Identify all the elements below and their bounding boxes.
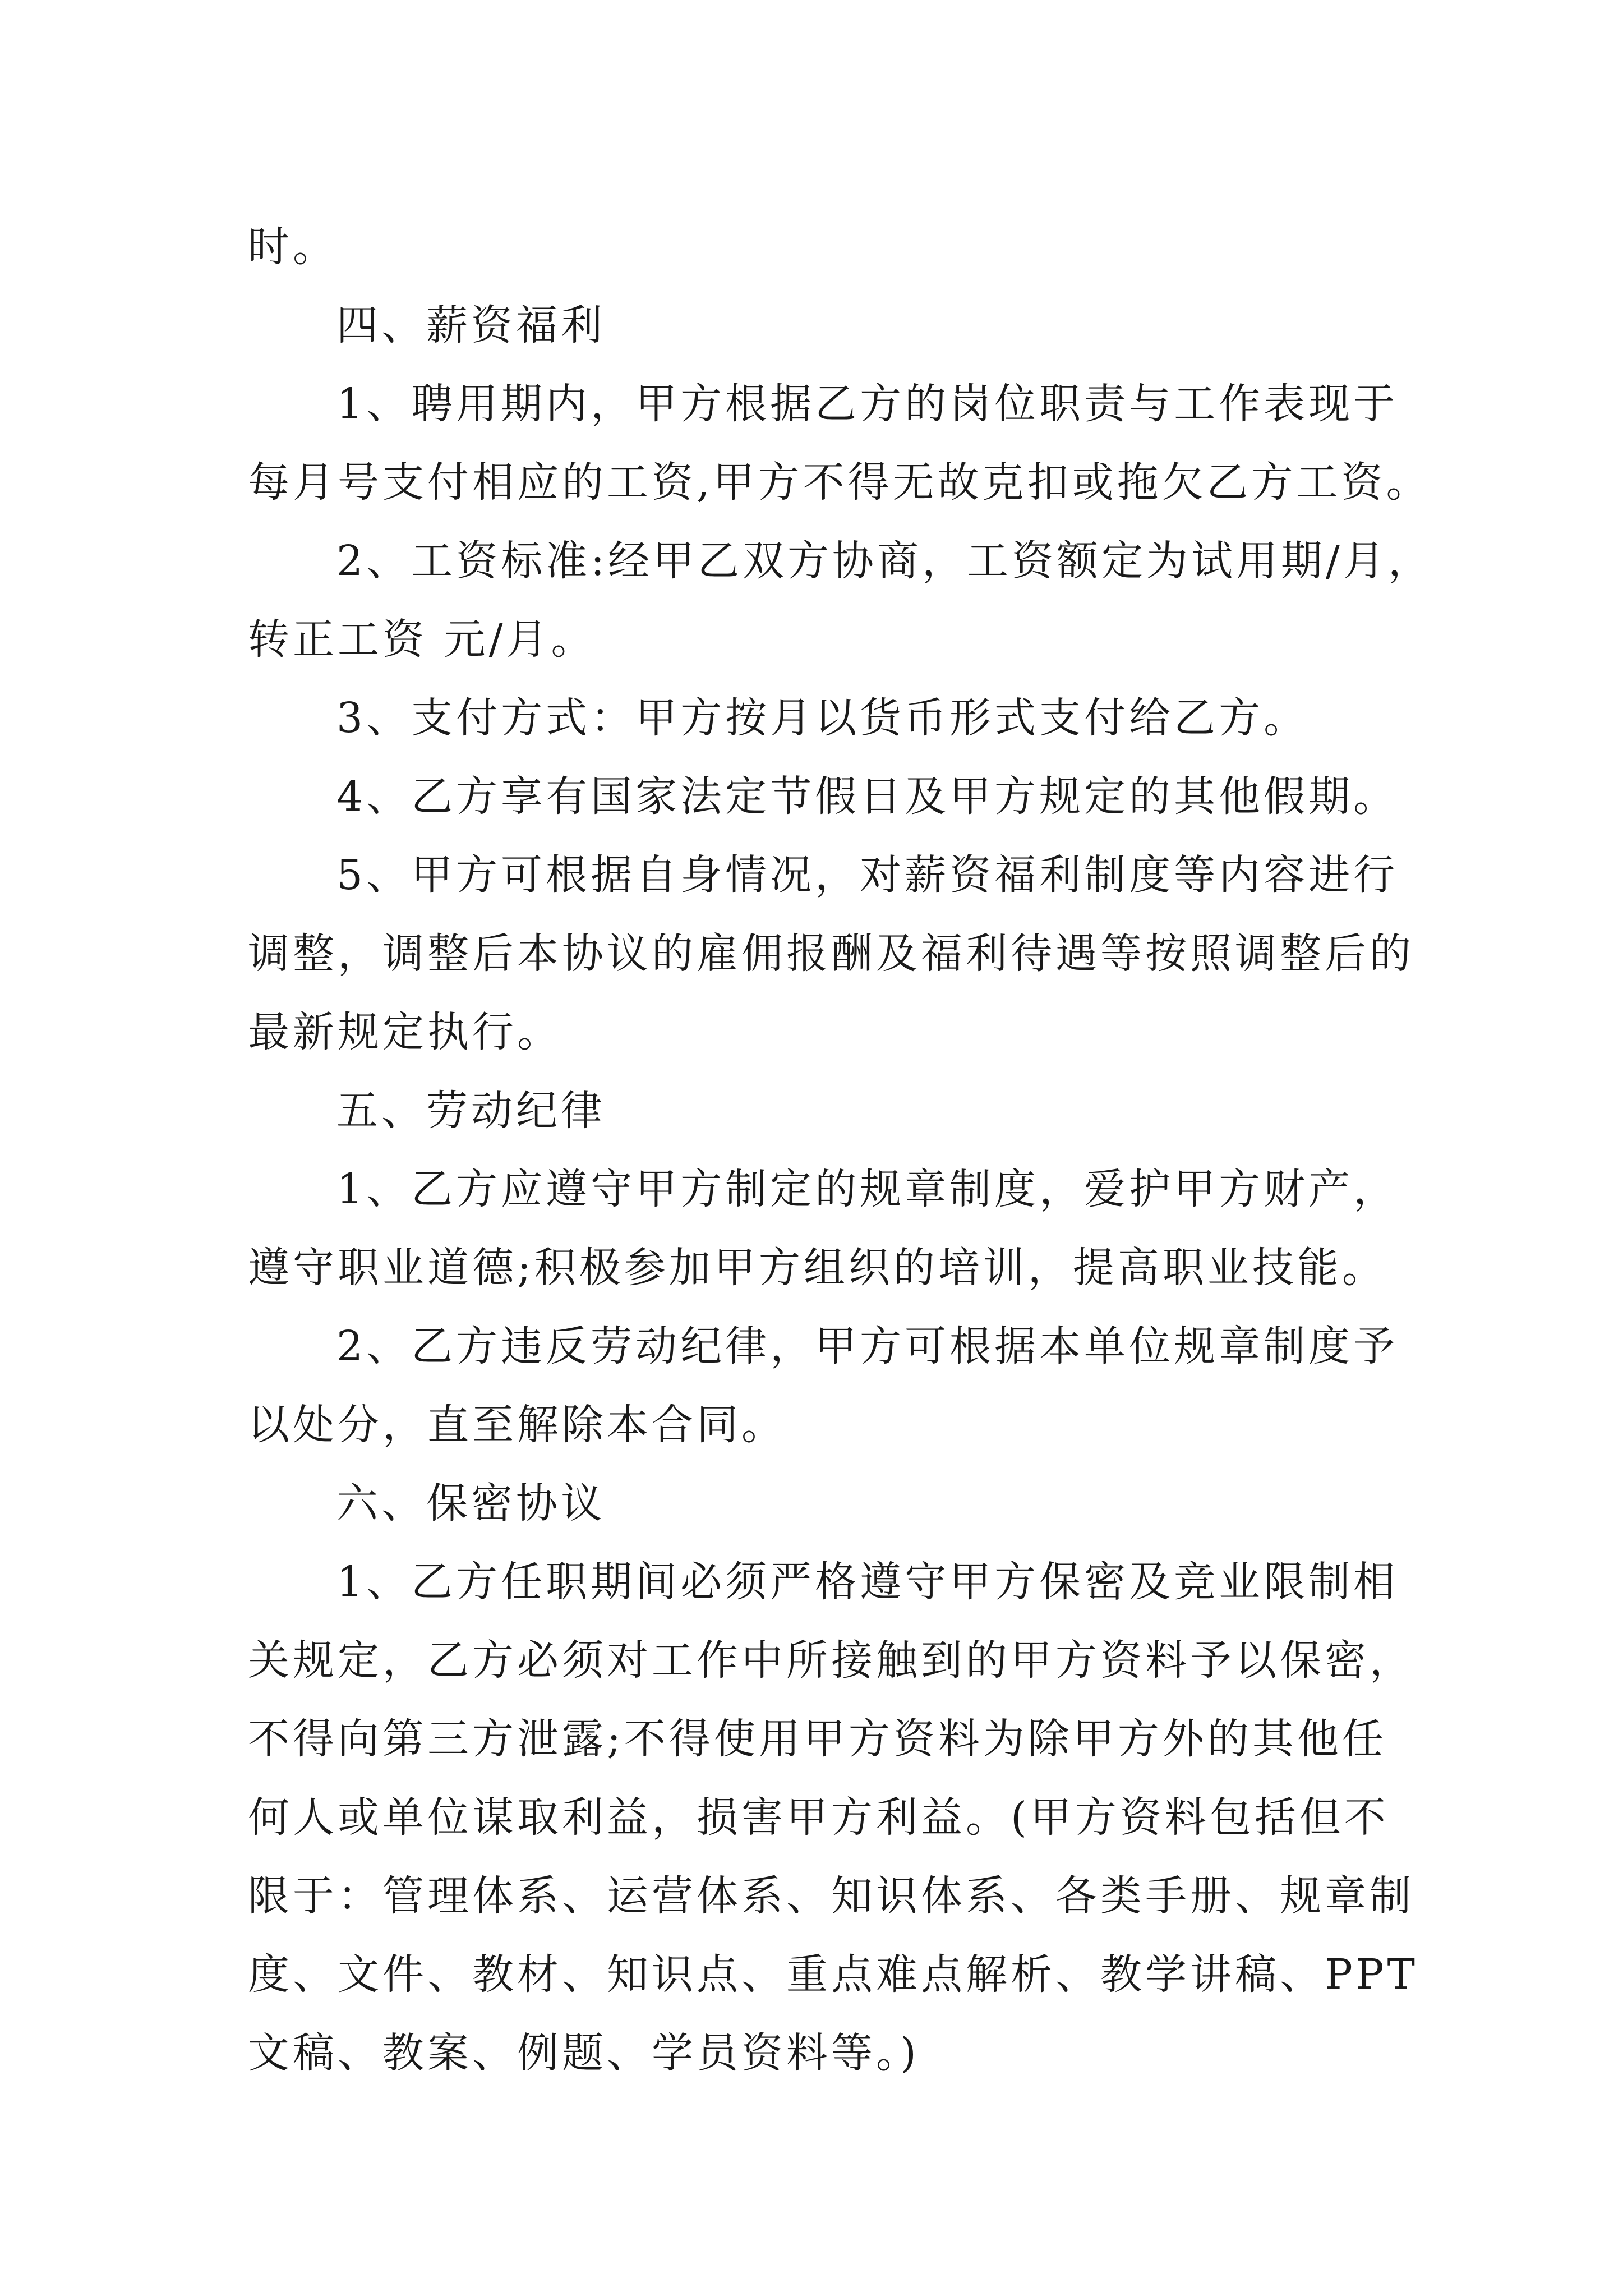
section-heading: 四、薪资福利 [336, 301, 606, 349]
paragraph-line: 转正工资 元/月。 [248, 615, 596, 664]
paragraph-line: 3、支付方式：甲方按月以货币形式支付给乙方。 [336, 694, 1309, 742]
paragraph-line: 遵守职业道德;积极参加甲方组织的培训，提高职业技能。 [248, 1244, 1387, 1292]
paragraph-line: 5、甲方可根据自身情况，对薪资福利制度等内容进行 [336, 851, 1399, 899]
paragraph-line: 调整，调整后本协议的雇佣报酬及福利待遇等按照调整后的 [248, 930, 1414, 978]
paragraph-line: 4、乙方享有国家法定节假日及甲方规定的其他假期。 [336, 772, 1399, 821]
paragraph-line: 最新规定执行。 [248, 1008, 562, 1056]
paragraph-line: 1、聘用期内，甲方根据乙方的岗位职责与工作表现于 [336, 380, 1399, 428]
section-heading: 五、劳动纪律 [336, 1087, 606, 1135]
paragraph-line: 每月号支付相应的工资,甲方不得无故克扣或拖欠乙方工资。 [248, 458, 1431, 507]
paragraph-line: 度、文件、教材、知识点、重点难点解析、教学讲稿、PPT [248, 1950, 1418, 1999]
paragraph-line: 何人或单位谋取利益，损害甲方利益。(甲方资料包括但不 [248, 1793, 1389, 1842]
document-body [248, 208, 1433, 2092]
text-line: 时。 [248, 223, 338, 271]
paragraph-line: 关规定，乙方必须对工作中所接触到的甲方资料予以保密， [248, 1636, 1414, 1685]
paragraph-line: 1、乙方任职期间必须严格遵守甲方保密及竞业限制相 [336, 1558, 1399, 1606]
paragraph-line: 不得向第三方泄露;不得使用甲方资料为除甲方外的其他任 [248, 1715, 1387, 1763]
paragraph-line: 2、工资标准:经甲乙双方协商，工资额定为试用期/月， [336, 537, 1433, 585]
paragraph-line: 文稿、教案、例题、学员资料等。) [248, 2029, 920, 2077]
paragraph-line: 2、乙方违反劳动纪律，甲方可根据本单位规章制度予 [336, 1322, 1399, 1370]
paragraph-line: 以处分，直至解除本合同。 [248, 1401, 786, 1449]
paragraph-line: 限于：管理体系、运营体系、知识体系、各类手册、规章制 [248, 1872, 1414, 1920]
section-heading: 六、保密协议 [336, 1479, 606, 1527]
paragraph-line: 1、乙方应遵守甲方制定的规章制度，爱护甲方财产， [336, 1165, 1399, 1213]
